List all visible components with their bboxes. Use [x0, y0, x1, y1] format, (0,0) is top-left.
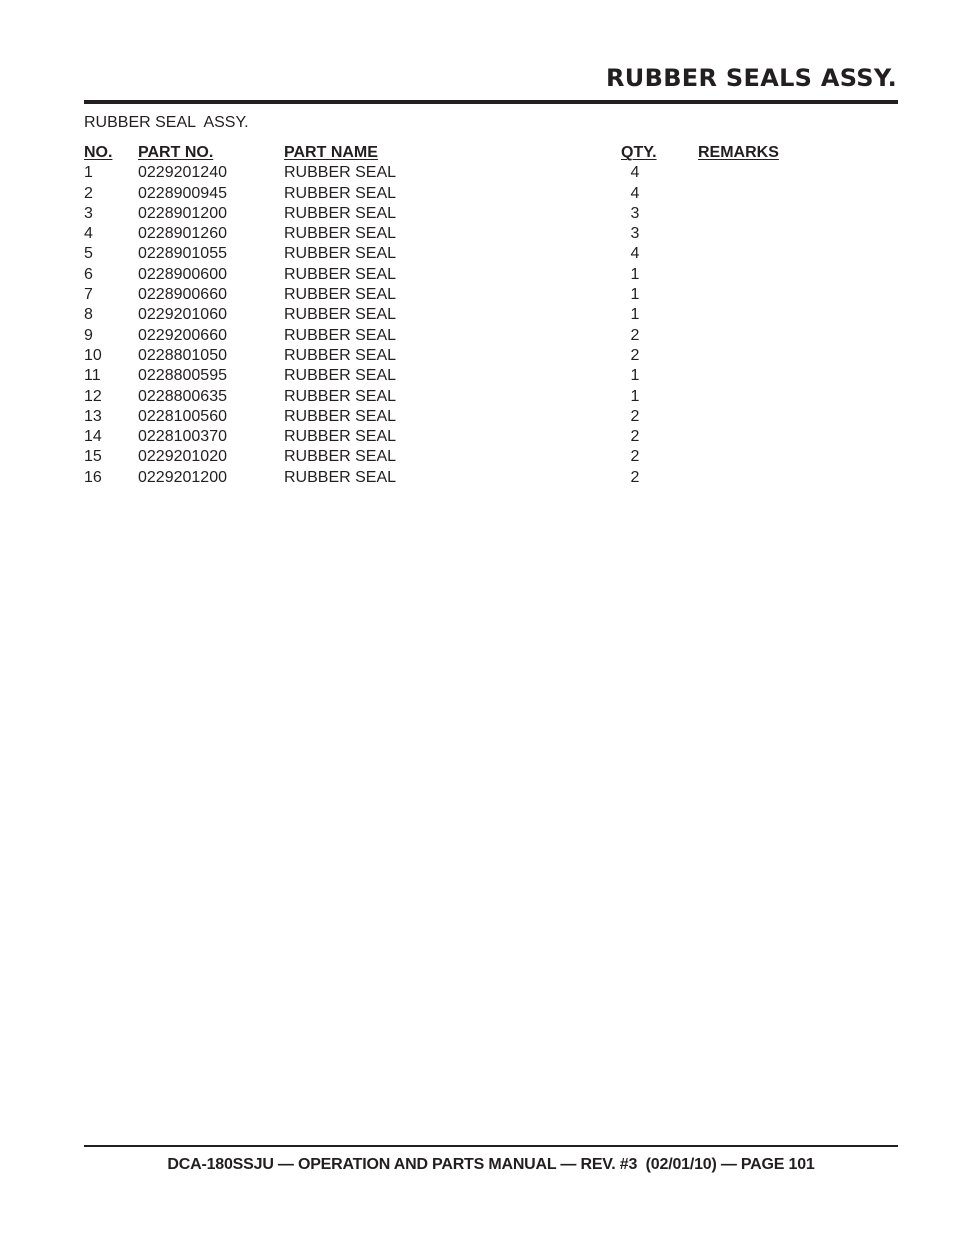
- cell-qty: 2: [630, 428, 640, 446]
- cell-no: 14: [84, 428, 102, 446]
- cell-no: 8: [84, 306, 93, 324]
- cell-part-no: 0228901200: [138, 204, 227, 222]
- column-header-remarks: REMARKS: [698, 144, 779, 161]
- cell-no: 13: [84, 407, 102, 425]
- cell-no: 1: [84, 164, 93, 182]
- cell-part-no: 0228100370: [138, 428, 227, 446]
- table-body: [84, 163, 804, 488]
- page-title: RUBBER SEALS ASSY.: [606, 64, 897, 92]
- title-divider: [84, 100, 898, 104]
- cell-qty: 1: [630, 286, 640, 304]
- cell-no: 7: [84, 286, 93, 304]
- cell-no: 12: [84, 387, 102, 405]
- cell-qty: 1: [630, 387, 640, 405]
- cell-qty: 3: [630, 225, 640, 243]
- cell-part-no: 0229201200: [138, 468, 227, 486]
- table-row: [84, 387, 804, 407]
- cell-qty: 1: [630, 367, 640, 385]
- cell-part-name: RUBBER SEAL: [284, 468, 397, 486]
- column-header-qty: QTY.: [621, 144, 657, 161]
- table-row: [84, 447, 804, 467]
- cell-part-no: 0228100560: [138, 407, 227, 425]
- table-row: [84, 407, 804, 427]
- cell-no: 5: [84, 245, 93, 263]
- cell-qty: 2: [630, 448, 640, 466]
- column-header-part-no: PART NO.: [138, 144, 214, 161]
- cell-qty: 3: [630, 204, 640, 222]
- table-row: [84, 305, 804, 325]
- cell-qty: 4: [630, 245, 640, 263]
- cell-part-name: RUBBER SEAL: [284, 164, 397, 182]
- column-header-part-name: PART NAME: [284, 144, 378, 161]
- cell-no: 3: [84, 204, 93, 222]
- cell-part-name: RUBBER SEAL: [284, 204, 397, 222]
- cell-part-no: 0228800595: [138, 367, 227, 385]
- cell-qty: 4: [630, 164, 640, 182]
- cell-part-no: 0228901260: [138, 225, 227, 243]
- table-row: [84, 184, 804, 204]
- cell-part-no: 0229201020: [138, 448, 227, 466]
- page-footer: DCA-180SSJU — OPERATION AND PARTS MANUAL — REV. #3 (02/01/10) — PAGE 101: [167, 1156, 815, 1173]
- cell-qty: 2: [630, 407, 640, 425]
- cell-no: 11: [84, 367, 101, 385]
- cell-part-name: RUBBER SEAL: [284, 346, 397, 364]
- table-row: [84, 224, 804, 244]
- cell-qty: 2: [630, 326, 640, 344]
- cell-part-no: 0228900600: [138, 265, 227, 283]
- cell-part-no: 0229201060: [138, 306, 227, 324]
- assembly-label: RUBBER SEAL ASSY.: [84, 114, 249, 131]
- cell-part-name: RUBBER SEAL: [284, 265, 397, 283]
- cell-part-no: 0228801050: [138, 346, 227, 364]
- cell-qty: 2: [630, 346, 640, 364]
- cell-part-name: RUBBER SEAL: [284, 184, 397, 202]
- cell-part-no: 0228901055: [138, 245, 227, 263]
- cell-qty: 1: [630, 306, 640, 324]
- cell-part-name: RUBBER SEAL: [284, 225, 397, 243]
- cell-qty: 1: [630, 265, 640, 283]
- cell-no: 15: [84, 448, 102, 466]
- table-row: [84, 204, 804, 224]
- cell-no: 4: [84, 225, 93, 243]
- table-row: [84, 163, 804, 183]
- cell-no: 9: [84, 326, 93, 344]
- cell-part-name: RUBBER SEAL: [284, 245, 397, 263]
- cell-part-name: RUBBER SEAL: [284, 286, 397, 304]
- cell-no: 10: [84, 346, 102, 364]
- cell-no: 16: [84, 468, 102, 486]
- table-row: [84, 285, 804, 305]
- cell-part-no: 0228900660: [138, 286, 227, 304]
- cell-part-name: RUBBER SEAL: [284, 407, 397, 425]
- cell-no: 6: [84, 265, 93, 283]
- table-row: [84, 468, 804, 488]
- cell-part-name: RUBBER SEAL: [284, 448, 397, 466]
- cell-part-no: 0228900945: [138, 184, 227, 202]
- cell-no: 2: [84, 184, 93, 202]
- cell-part-name: RUBBER SEAL: [284, 387, 397, 405]
- cell-qty: 4: [630, 184, 640, 202]
- parts-table: [84, 143, 804, 488]
- table-row: [84, 427, 804, 447]
- cell-part-no: 0229201240: [138, 164, 227, 182]
- footer-divider: [84, 1145, 898, 1147]
- cell-qty: 2: [630, 468, 640, 486]
- cell-part-name: RUBBER SEAL: [284, 367, 397, 385]
- table-row: [84, 326, 804, 346]
- table-row: [84, 346, 804, 366]
- cell-part-name: RUBBER SEAL: [284, 306, 397, 324]
- cell-part-name: RUBBER SEAL: [284, 326, 397, 344]
- table-header-row: [84, 143, 804, 163]
- cell-part-no: 0229200660: [138, 326, 227, 344]
- column-header-no: NO.: [84, 144, 113, 161]
- table-row: [84, 244, 804, 264]
- table-row: [84, 366, 804, 386]
- table-row: [84, 265, 804, 285]
- cell-part-no: 0228800635: [138, 387, 227, 405]
- cell-part-name: RUBBER SEAL: [284, 428, 397, 446]
